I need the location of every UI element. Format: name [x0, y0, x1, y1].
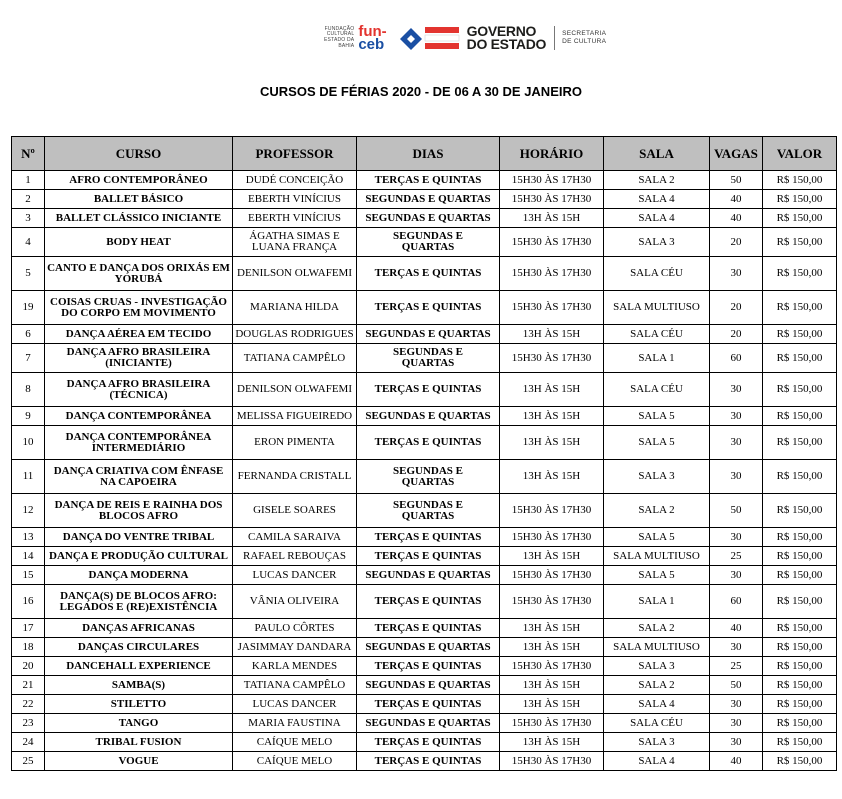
cell-horario: 15H30 ÀS 17H30: [500, 494, 604, 528]
cell-professor: DENILSON OLWAFEMI: [233, 257, 357, 291]
cell-number: 19: [12, 291, 45, 325]
cell-curso: CANTO E DANÇA DOS ORIXÁS EM YORUBÁ: [45, 257, 233, 291]
cell-valor: R$ 150,00: [763, 638, 837, 657]
col-header-curso: CURSO: [45, 137, 233, 171]
cell-vagas: 30: [710, 460, 763, 494]
cell-dias: TERÇAS E QUINTAS: [357, 373, 500, 407]
table-row: [12, 657, 837, 676]
cell-dias: TERÇAS E QUINTAS: [357, 733, 500, 752]
cell-sala: SALA 3: [604, 733, 710, 752]
funceb-logo-line1: fun-: [358, 23, 387, 40]
cell-professor: GISELE SOARES: [233, 494, 357, 528]
cell-professor: LUCAS DANCER: [233, 566, 357, 585]
cell-curso: TRIBAL FUSION: [45, 733, 233, 752]
table-row: [12, 676, 837, 695]
cell-vagas: 50: [710, 676, 763, 695]
cell-horario: 13H ÀS 15H: [500, 426, 604, 460]
cell-curso: DANÇAS AFRICANAS: [45, 619, 233, 638]
cell-dias: SEGUNDAS E QUARTAS: [357, 714, 500, 733]
secretaria-line: SECRETARIA: [562, 30, 607, 37]
cell-curso: BODY HEAT: [45, 228, 233, 257]
cell-number: 10: [12, 426, 45, 460]
table-row: [12, 528, 837, 547]
cell-vagas: 40: [710, 619, 763, 638]
cell-professor: FERNANDA CRISTALL: [233, 460, 357, 494]
cell-vagas: 30: [710, 733, 763, 752]
cell-curso: DANÇA DE REIS E RAINHA DOS BLOCOS AFRO: [45, 494, 233, 528]
funceb-line: ESTADO DA: [324, 37, 355, 43]
cell-horario: 13H ÀS 15H: [500, 695, 604, 714]
cell-valor: R$ 150,00: [763, 171, 837, 190]
cell-number: 2: [12, 190, 45, 209]
governo-logo-text: [467, 25, 547, 51]
cell-number: 17: [12, 619, 45, 638]
cell-vagas: 25: [710, 547, 763, 566]
cell-professor: CAÍQUE MELO: [233, 733, 357, 752]
cell-professor: TATIANA CAMPÊLO: [233, 676, 357, 695]
table-row: [12, 257, 837, 291]
cell-horario: 15H30 ÀS 17H30: [500, 657, 604, 676]
cell-horario: 13H ÀS 15H: [500, 325, 604, 344]
table-row: [12, 190, 837, 209]
cell-valor: R$ 150,00: [763, 291, 837, 325]
cell-horario: 13H ÀS 15H: [500, 460, 604, 494]
cell-valor: R$ 150,00: [763, 752, 837, 771]
cell-sala: SALA 3: [604, 460, 710, 494]
table-row: [12, 566, 837, 585]
governo-line: GOVERNO: [466, 23, 537, 39]
cell-number: 18: [12, 638, 45, 657]
cell-horario: 13H ÀS 15H: [500, 407, 604, 426]
cell-vagas: 50: [710, 494, 763, 528]
cell-valor: R$ 150,00: [763, 325, 837, 344]
cell-curso: SAMBA(S): [45, 676, 233, 695]
cell-professor: EBERTH VINÍCIUS: [233, 190, 357, 209]
cell-dias: SEGUNDAS E QUARTAS: [357, 344, 500, 373]
cell-valor: R$ 150,00: [763, 373, 837, 407]
cell-curso: DANÇA CONTEMPORÂNEA: [45, 407, 233, 426]
cell-professor: EBERTH VINÍCIUS: [233, 209, 357, 228]
cell-dias: TERÇAS E QUINTAS: [357, 585, 500, 619]
funceb-logo-line2: ceb: [358, 36, 385, 53]
bahia-flag-icon: [397, 25, 461, 51]
cell-dias: TERÇAS E QUINTAS: [357, 426, 500, 460]
table-row: [12, 585, 837, 619]
secretaria-line: DE CULTURA: [562, 38, 607, 45]
cell-dias: TERÇAS E QUINTAS: [357, 257, 500, 291]
cell-dias: TERÇAS E QUINTAS: [357, 291, 500, 325]
cell-sala: SALA 4: [604, 752, 710, 771]
cell-vagas: 60: [710, 585, 763, 619]
cell-professor: DENILSON OLWAFEMI: [233, 373, 357, 407]
cell-number: 23: [12, 714, 45, 733]
cell-number: 8: [12, 373, 45, 407]
cell-valor: R$ 150,00: [763, 566, 837, 585]
cell-vagas: 30: [710, 528, 763, 547]
cell-horario: 15H30 ÀS 17H30: [500, 752, 604, 771]
table-row: [12, 752, 837, 771]
funceb-logo: [358, 25, 386, 51]
cell-vagas: 40: [710, 190, 763, 209]
cell-sala: SALA MULTIUSO: [604, 547, 710, 566]
col-header-professor: PROFESSOR: [233, 137, 357, 171]
logo-divider: [554, 26, 555, 50]
cell-valor: R$ 150,00: [763, 209, 837, 228]
cell-vagas: 60: [710, 344, 763, 373]
cell-curso: DANÇA MODERNA: [45, 566, 233, 585]
cell-valor: R$ 150,00: [763, 619, 837, 638]
cell-number: 5: [12, 257, 45, 291]
cell-vagas: 30: [710, 566, 763, 585]
table-row: [12, 638, 837, 657]
cell-professor: ÁGATHA SIMAS E LUANA FRANÇA: [233, 228, 357, 257]
cell-number: 13: [12, 528, 45, 547]
cell-horario: 13H ÀS 15H: [500, 638, 604, 657]
cell-dias: SEGUNDAS E QUARTAS: [357, 566, 500, 585]
cell-sala: SALA 4: [604, 209, 710, 228]
cell-vagas: 25: [710, 657, 763, 676]
cell-vagas: 20: [710, 228, 763, 257]
cell-sala: SALA 1: [604, 585, 710, 619]
table-row: [12, 209, 837, 228]
cell-professor: MARIANA HILDA: [233, 291, 357, 325]
col-header-vagas: VAGAS: [710, 137, 763, 171]
cell-sala: SALA CÉU: [604, 373, 710, 407]
cell-dias: SEGUNDAS E QUARTAS: [357, 494, 500, 528]
table-row: [12, 714, 837, 733]
cell-vagas: 30: [710, 373, 763, 407]
cell-horario: 15H30 ÀS 17H30: [500, 171, 604, 190]
cell-sala: SALA 3: [604, 657, 710, 676]
cell-vagas: 40: [710, 209, 763, 228]
cell-curso: DANÇA DO VENTRE TRIBAL: [45, 528, 233, 547]
cell-professor: DOUGLAS RODRIGUES: [233, 325, 357, 344]
cell-vagas: 30: [710, 638, 763, 657]
cell-number: 25: [12, 752, 45, 771]
cell-professor: LUCAS DANCER: [233, 695, 357, 714]
funceb-line: CULTURAL: [326, 31, 355, 38]
funceb-name: [324, 27, 354, 49]
cell-number: 6: [12, 325, 45, 344]
cell-vagas: 20: [710, 325, 763, 344]
cell-professor: RAFAEL REBOUÇAS: [233, 547, 357, 566]
cell-curso: COISAS CRUAS - INVESTIGAÇÃO DO CORPO EM MOVIMENTO: [45, 291, 233, 325]
cell-curso: DANÇA AFRO BRASILEIRA (INICIANTE): [45, 344, 233, 373]
cell-valor: R$ 150,00: [763, 657, 837, 676]
cell-valor: R$ 150,00: [763, 547, 837, 566]
cell-number: 14: [12, 547, 45, 566]
cell-curso: DANÇA AÉREA EM TECIDO: [45, 325, 233, 344]
cell-horario: 15H30 ÀS 17H30: [500, 344, 604, 373]
cell-number: 4: [12, 228, 45, 257]
cell-sala: SALA 4: [604, 695, 710, 714]
table-row: [12, 619, 837, 638]
cell-valor: R$ 150,00: [763, 257, 837, 291]
cell-sala: SALA 3: [604, 228, 710, 257]
cell-horario: 15H30 ÀS 17H30: [500, 714, 604, 733]
col-header-sala: SALA: [604, 137, 710, 171]
cell-horario: 15H30 ÀS 17H30: [500, 190, 604, 209]
cell-horario: 15H30 ÀS 17H30: [500, 585, 604, 619]
cell-horario: 13H ÀS 15H: [500, 676, 604, 695]
cell-sala: SALA CÉU: [604, 257, 710, 291]
cell-dias: SEGUNDAS E QUARTAS: [357, 190, 500, 209]
cell-horario: 13H ÀS 15H: [500, 619, 604, 638]
cell-professor: TATIANA CAMPÊLO: [233, 344, 357, 373]
table-row: [12, 228, 837, 257]
col-header-number: Nº: [12, 137, 45, 171]
cell-dias: TERÇAS E QUINTAS: [357, 528, 500, 547]
cell-sala: SALA 2: [604, 171, 710, 190]
cell-dias: SEGUNDAS E QUARTAS: [357, 460, 500, 494]
cell-sala: SALA CÉU: [604, 714, 710, 733]
cell-sala: SALA 2: [604, 494, 710, 528]
table-body: [12, 171, 837, 771]
cell-horario: 13H ÀS 15H: [500, 547, 604, 566]
table-row: [12, 344, 837, 373]
cell-number: 20: [12, 657, 45, 676]
col-header-valor: VALOR: [763, 137, 837, 171]
cell-valor: R$ 150,00: [763, 494, 837, 528]
cell-vagas: 30: [710, 714, 763, 733]
cell-sala: SALA 5: [604, 566, 710, 585]
cell-horario: 15H30 ÀS 17H30: [500, 291, 604, 325]
cell-number: 11: [12, 460, 45, 494]
table-row: [12, 171, 837, 190]
cell-professor: MARIA FAUSTINA: [233, 714, 357, 733]
cell-curso: VOGUE: [45, 752, 233, 771]
courses-table: [11, 136, 837, 771]
cell-dias: SEGUNDAS E QUARTAS: [357, 676, 500, 695]
cell-sala: SALA MULTIUSO: [604, 638, 710, 657]
cell-valor: R$ 150,00: [763, 407, 837, 426]
cell-number: 15: [12, 566, 45, 585]
cell-sala: SALA MULTIUSO: [604, 291, 710, 325]
cell-sala: SALA 2: [604, 676, 710, 695]
cell-sala: SALA 5: [604, 528, 710, 547]
cell-horario: 15H30 ÀS 17H30: [500, 528, 604, 547]
cell-dias: TERÇAS E QUINTAS: [357, 657, 500, 676]
cell-curso: DANÇA CONTEMPORÂNEA INTERMEDIÁRIO: [45, 426, 233, 460]
cell-dias: TERÇAS E QUINTAS: [357, 171, 500, 190]
cell-valor: R$ 150,00: [763, 190, 837, 209]
cell-professor: CAMILA SARAIVA: [233, 528, 357, 547]
cell-number: 7: [12, 344, 45, 373]
table-header-row: [12, 137, 837, 171]
table-row: [12, 426, 837, 460]
cell-horario: 13H ÀS 15H: [500, 373, 604, 407]
col-header-horario: HORÁRIO: [500, 137, 604, 171]
cell-professor: PAULO CÔRTES: [233, 619, 357, 638]
cell-valor: R$ 150,00: [763, 695, 837, 714]
cell-horario: 15H30 ÀS 17H30: [500, 257, 604, 291]
cell-number: 12: [12, 494, 45, 528]
cell-number: 9: [12, 407, 45, 426]
page-title: CURSOS DE FÉRIAS 2020 - DE 06 A 30 DE JANEIRO: [260, 84, 582, 99]
cell-professor: CAÍQUE MELO: [233, 752, 357, 771]
cell-number: 16: [12, 585, 45, 619]
cell-curso: DANCEHALL EXPERIENCE: [45, 657, 233, 676]
cell-dias: TERÇAS E QUINTAS: [357, 619, 500, 638]
cell-number: 22: [12, 695, 45, 714]
cell-number: 24: [12, 733, 45, 752]
cell-professor: ERON PIMENTA: [233, 426, 357, 460]
cell-curso: TANGO: [45, 714, 233, 733]
cell-professor: DUDÉ CONCEIÇÃO: [233, 171, 357, 190]
table-row: [12, 695, 837, 714]
cell-valor: R$ 150,00: [763, 344, 837, 373]
table-row: [12, 733, 837, 752]
cell-horario: 13H ÀS 15H: [500, 733, 604, 752]
cell-sala: SALA 1: [604, 344, 710, 373]
table-row: [12, 325, 837, 344]
cell-vagas: 30: [710, 257, 763, 291]
cell-number: 1: [12, 171, 45, 190]
cell-curso: AFRO CONTEMPORÂNEO: [45, 171, 233, 190]
cell-professor: KARLA MENDES: [233, 657, 357, 676]
cell-horario: 13H ÀS 15H: [500, 209, 604, 228]
cell-dias: SEGUNDAS E QUARTAS: [357, 407, 500, 426]
cell-sala: SALA CÉU: [604, 325, 710, 344]
funceb-line: BAHIA: [338, 42, 355, 49]
table-row: [12, 494, 837, 528]
cell-dias: TERÇAS E QUINTAS: [357, 547, 500, 566]
cell-vagas: 30: [710, 695, 763, 714]
cell-vagas: 30: [710, 426, 763, 460]
cell-valor: R$ 150,00: [763, 528, 837, 547]
header-logos: [324, 20, 606, 56]
funceb-line: FUNDAÇÃO: [324, 25, 355, 32]
cell-dias: SEGUNDAS E QUARTAS: [357, 638, 500, 657]
cell-number: 3: [12, 209, 45, 228]
cell-curso: DANÇA CRIATIVA COM ÊNFASE NA CAPOEIRA: [45, 460, 233, 494]
cell-horario: 15H30 ÀS 17H30: [500, 566, 604, 585]
cell-horario: 15H30 ÀS 17H30: [500, 228, 604, 257]
cell-vagas: 40: [710, 752, 763, 771]
cell-dias: TERÇAS E QUINTAS: [357, 695, 500, 714]
col-header-dias: DIAS: [357, 137, 500, 171]
cell-vagas: 20: [710, 291, 763, 325]
cell-dias: TERÇAS E QUINTAS: [357, 752, 500, 771]
cell-professor: MELISSA FIGUEIREDO: [233, 407, 357, 426]
cell-curso: BALLET BÁSICO: [45, 190, 233, 209]
cell-sala: SALA 2: [604, 619, 710, 638]
secretaria-text: [562, 30, 606, 46]
cell-valor: R$ 150,00: [763, 676, 837, 695]
cell-curso: BALLET CLÁSSICO INICIANTE: [45, 209, 233, 228]
cell-valor: R$ 150,00: [763, 228, 837, 257]
cell-dias: SEGUNDAS E QUARTAS: [357, 228, 500, 257]
cell-number: 21: [12, 676, 45, 695]
table-row: [12, 460, 837, 494]
cell-valor: R$ 150,00: [763, 460, 837, 494]
table-row: [12, 291, 837, 325]
cell-curso: DANÇA E PRODUÇÃO CULTURAL: [45, 547, 233, 566]
cell-sala: SALA 5: [604, 426, 710, 460]
cell-dias: SEGUNDAS E QUARTAS: [357, 209, 500, 228]
cell-vagas: 50: [710, 171, 763, 190]
cell-curso: DANÇAS CIRCULARES: [45, 638, 233, 657]
table-row: [12, 373, 837, 407]
cell-dias: SEGUNDAS E QUARTAS: [357, 325, 500, 344]
cell-valor: R$ 150,00: [763, 585, 837, 619]
cell-curso: DANÇA AFRO BRASILEIRA (TÉCNICA): [45, 373, 233, 407]
cell-curso: DANÇA(S) DE BLOCOS AFRO: LEGADOS E (RE)EXISTÊNCIA: [45, 585, 233, 619]
cell-professor: VÂNIA OLIVEIRA: [233, 585, 357, 619]
table-row: [12, 547, 837, 566]
table-row: [12, 407, 837, 426]
cell-valor: R$ 150,00: [763, 714, 837, 733]
cell-curso: STILETTO: [45, 695, 233, 714]
cell-vagas: 30: [710, 407, 763, 426]
cell-sala: SALA 4: [604, 190, 710, 209]
governo-line: DO ESTADO: [466, 36, 547, 52]
cell-valor: R$ 150,00: [763, 733, 837, 752]
cell-professor: JASIMMAY DANDARA: [233, 638, 357, 657]
cell-sala: SALA 5: [604, 407, 710, 426]
cell-valor: R$ 150,00: [763, 426, 837, 460]
